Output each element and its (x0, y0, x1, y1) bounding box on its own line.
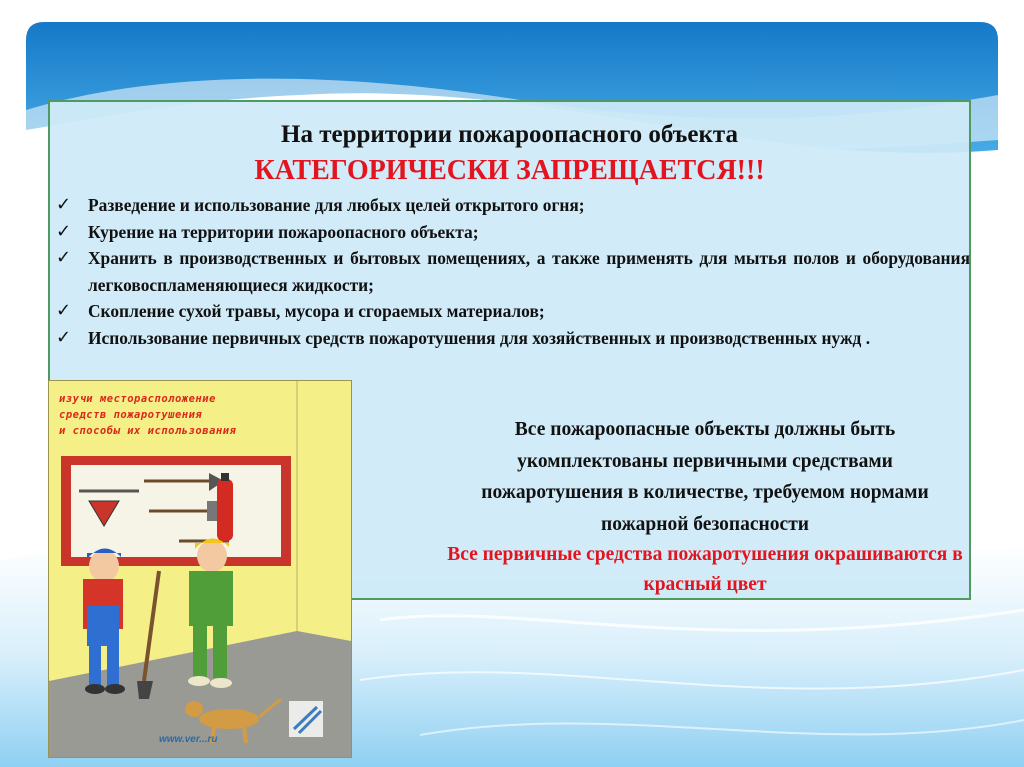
checkmark-icon: ✓ (56, 326, 72, 348)
poster-heading: изучи местораспoлoжение средств пожаротушения и способы их использования (59, 393, 237, 437)
checkmark-icon: ✓ (56, 247, 72, 268)
checkmark-icon: ✓ (56, 300, 72, 321)
fire-safety-poster (48, 380, 352, 758)
list-item: ✓ Использование первичных средств пожаротушения для хозяйственных и производственных нужд . (56, 325, 970, 352)
list-item: ✓ Разведение и использование для любых целей открытого огня; (56, 192, 970, 219)
equipment-note: Все пожароопасные объекты должны быть укомплектованы первичными средствами пожаротушения в количестве, требуемом нормами пожарной безопасности (481, 419, 929, 535)
checkmark-icon: ✓ (56, 194, 72, 215)
slide-title: На территории пожароопасного объекта (281, 121, 738, 148)
list-item: ✓ Скопление сухой травы, мусора и сгораемых материалов; (56, 298, 970, 325)
list-item: ✓ Курение на территории пожароопасного объекта; (56, 219, 970, 246)
list-item: ✓ Хранить в производственных и бытовых помещениях, а также применять для мытья полов и оборудования легковоспламеняющиеся жидкости; (56, 247, 970, 295)
red-color-note: Все первичные средства пожаротушения окрашиваются в красный цвет (447, 544, 963, 595)
slide-subtitle: КАТЕГОРИЧЕСКИ ЗАПРЕЩАЕТСЯ!!! (254, 155, 765, 186)
publisher-logo-icon (289, 701, 323, 737)
poster-url: www.ver...ru (159, 734, 218, 745)
prohibition-list (56, 192, 970, 351)
poster-illustration (49, 381, 351, 757)
checkmark-icon: ✓ (56, 220, 72, 242)
fire-board-icon (61, 456, 291, 566)
